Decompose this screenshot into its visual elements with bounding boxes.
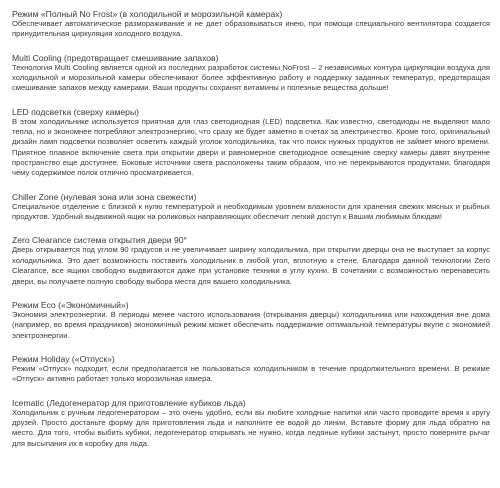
section-heading: Multi Cooling (предотвращает смешивание запахов) xyxy=(12,52,219,63)
section-body: Дверь открывается под углом 90 градусов и не увеличивает ширину холодильника, при открытии дверцы она не выступает за корпус холодильника. Это дает возможность поставить холодильник в любой угол, вплотную к стене. Благодаря данной технологии Zero Clearance, все ящики свободно выдвигаются даже при установке техники в углу кухни. В сочетании с возможностью перенавесить двери, вы получаете полную свободу выбора места для вашего холодильника. xyxy=(12,245,490,286)
section-zero-clearance xyxy=(12,235,490,286)
section-heading: Icematic (Ледогенератор для приготовление кубиков льда) xyxy=(12,397,246,408)
section-full-no-frost xyxy=(12,9,490,40)
section-eco-mode xyxy=(12,300,490,341)
section-led-lighting xyxy=(12,107,490,179)
feature-description-document xyxy=(12,9,490,449)
section-heading: LED подсветка (сверху камеры) xyxy=(12,106,139,117)
section-heading: Режим Eco («Экономичный») xyxy=(12,299,129,310)
section-heading: Chiller Zone (нулевая зона или зона свежести) xyxy=(12,191,197,202)
section-body: Режим «Отпуск» подходит, если предполагается не пользоваться холодильником в течение продолжительного времени. В режиме «Отпуск» активно работает только морозильная камера. xyxy=(12,363,490,384)
section-body: Специальное отделение с близкой к нулю температурой и необходимым уровнем влажности для хранения свежих мясных и рыбных продуктов. Удобный выдвижной ящик на роликовых направляющих обеспечит легкий доступ к Вашим любимым блюдам! xyxy=(12,201,490,222)
section-multi-cooling xyxy=(12,53,490,94)
section-heading: Режим Holiday («Отпуск») xyxy=(12,353,115,364)
section-chiller-zone xyxy=(12,192,490,223)
section-body: Экономия электроэнергии. В периоды менее частого использования (открывания дверцы) холодильника или нахождения вне дома (например, во время праздников) экономичный режим может обеспечить поддержание оптимальной температуры вкупе с экономией электроэнергии. xyxy=(12,309,490,340)
section-holiday-mode xyxy=(12,354,490,385)
section-body: Технология Multi Cooling является одной из последних разработок системы NoFrost – 2 независимых контура циркуляции воздуха для холодильной и морозильной камеры обеспечивают более эффективную работу и поддержку заданных температур, предотвращая смешивание запахов между камерами. Ваши продукты сохранят витамины и полезные вещества дольше! xyxy=(12,62,490,93)
section-body: Холодильник с ручным ледогенератором – это очень удобно, если вы любите холодные напитки или часто проводите время к кругу друзей. Просто достаньте форму для приготовления льда и наполните ее водой до линии. Вставьте форму для льда обратно на место. Для того, чтобы выбить кубики, ледогенератор открывать не нужно, когда ледяные кубики застынут, просто поверните рычаг для высыпания их в коробку для льда. xyxy=(12,407,490,448)
section-heading: Zero Clearance система открытия двери 90° xyxy=(12,235,187,246)
section-body: В этом холодильнике используется приятная для глаз светодиодная (LED) подсветка. Как известно, светодиоды не выделяют мало тепла, но и экономнее потребляют электроэнергию, что сразу же будет заметно в счетах за электричество. Кроме того, оригинальный дизайн ламп подсветки позволяет осветить каждый уголок холодильника, так что поиск нужных продуктов не займет много времени. Приятное плавное включение света при открытии двери и равномерное светодиодное освещение сверху камеры давят внутренне пространство еще доступнее. Боковые источники света расположены таким образом, что не перекрываются продуктами, благодаря чему содержимое полок отлично просматривается. xyxy=(12,116,490,178)
section-heading: Режим «Полный No Frost» (в холодильной и морозильной камерах) xyxy=(12,9,283,19)
section-icematic xyxy=(12,398,490,449)
section-body: Обеспечивает автоматическое размораживание и не дает образовываться инею, при помощи специального вентилятора создается принудительная циркуляция холодного воздуха. xyxy=(12,19,490,39)
